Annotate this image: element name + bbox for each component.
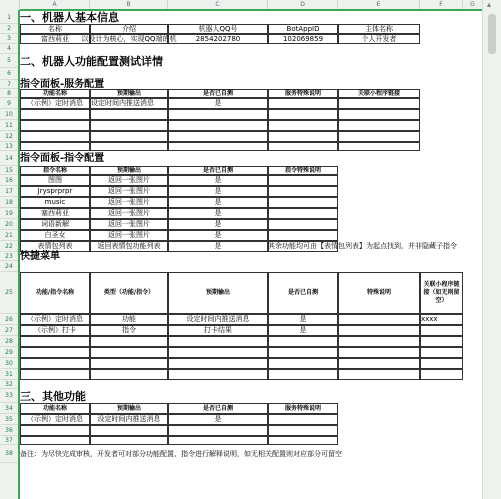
empty-cell[interactable] xyxy=(90,336,168,347)
empty-cell[interactable] xyxy=(268,131,338,142)
cell-text: （示例）定时消息 xyxy=(27,415,83,423)
cell-text: 三、其他功能 xyxy=(20,389,86,403)
shortcut-header[interactable] xyxy=(20,272,90,314)
command-panel-title[interactable] xyxy=(20,151,268,166)
basic-info-value[interactable] xyxy=(268,34,338,44)
empty-cell[interactable] xyxy=(268,336,338,347)
cell-text: 个人开发者 xyxy=(361,34,397,43)
command-cell[interactable] xyxy=(168,241,268,252)
cell-text: 指令面板-服务配置 xyxy=(20,78,105,90)
other-header[interactable] xyxy=(168,403,268,414)
cell-text: 是 xyxy=(214,231,222,239)
cell-text: 类型（功能/指令） xyxy=(103,289,155,297)
cell-text: 服务特殊说明 xyxy=(284,404,321,412)
section1-title[interactable] xyxy=(20,11,268,24)
cell-text: 返回一张图片 xyxy=(108,187,150,195)
cell-text: 设定时间内推送消息 xyxy=(91,99,154,107)
shortcut-cell[interactable] xyxy=(90,325,168,336)
command-cell[interactable] xyxy=(168,186,268,197)
empty-cell[interactable] xyxy=(90,131,168,142)
basic-info-value[interactable] xyxy=(338,34,420,44)
empty-cell[interactable] xyxy=(338,358,420,369)
row-header-32[interactable]: 32 xyxy=(0,380,18,389)
cell-text: 富西莉亚 xyxy=(41,34,69,43)
command-note[interactable] xyxy=(268,241,463,252)
empty-cell[interactable] xyxy=(268,347,338,358)
service-header[interactable] xyxy=(168,89,268,98)
row-header-33[interactable]: 33 xyxy=(0,389,18,403)
cell-text: 二、机器人功能配置测试详情 xyxy=(20,54,163,68)
row-header-25[interactable]: 25 xyxy=(0,272,18,314)
empty-cell[interactable] xyxy=(90,425,168,436)
command-cell[interactable] xyxy=(90,197,168,208)
empty-cell[interactable] xyxy=(168,120,268,131)
row-header-2[interactable]: 2 xyxy=(0,24,18,34)
row-header-10[interactable]: 10 xyxy=(0,109,18,120)
command-cell[interactable] xyxy=(168,197,268,208)
row-header-1[interactable]: 1 xyxy=(0,11,18,24)
basic-info-header[interactable] xyxy=(268,24,338,34)
service-cell[interactable] xyxy=(268,98,338,109)
command-cell[interactable] xyxy=(268,219,338,230)
other-cell[interactable] xyxy=(168,414,268,425)
command-cell[interactable] xyxy=(20,219,90,230)
empty-cell[interactable] xyxy=(420,369,463,380)
column-header-B[interactable]: B xyxy=(90,0,168,10)
row-header-8[interactable]: 8 xyxy=(0,89,18,98)
cell-text: 是 xyxy=(214,415,222,423)
other-cell[interactable] xyxy=(90,414,168,425)
empty-cell[interactable] xyxy=(338,347,420,358)
empty-cell[interactable] xyxy=(338,109,420,120)
shortcut-header[interactable] xyxy=(268,272,338,314)
empty-cell[interactable] xyxy=(338,369,420,380)
empty-cell[interactable] xyxy=(268,120,338,131)
cell-text: 返回一张图片 xyxy=(108,198,150,206)
empty-cell[interactable] xyxy=(268,436,338,445)
row-header-35[interactable]: 35 xyxy=(0,414,18,425)
command-cell[interactable] xyxy=(268,175,338,186)
cell-text: 指令面板-指令配置 xyxy=(20,152,105,164)
empty-cell[interactable] xyxy=(268,369,338,380)
empty-cell[interactable] xyxy=(20,120,90,131)
cell-text: 备注：为尽快完成审核，开发者可对部分功能配置、指令进行解释说明，如无相关配置则对应部分可留空 xyxy=(20,449,342,458)
cell-text: Jrysprprpr xyxy=(37,187,73,195)
command-cell[interactable] xyxy=(268,208,338,219)
cell-text: 是 xyxy=(214,187,222,195)
shortcut-header[interactable] xyxy=(338,272,420,314)
cell-text: 指令 xyxy=(122,326,136,334)
cell-text: 返回表情包功能列表 xyxy=(97,242,161,250)
row-header-24[interactable]: 24 xyxy=(0,261,18,272)
basic-info-value[interactable] xyxy=(20,34,90,44)
cell-text: 是 xyxy=(299,315,307,323)
cell-text: BotAppID xyxy=(286,24,320,33)
cell-text: music xyxy=(44,198,66,206)
row-header-15[interactable]: 15 xyxy=(0,166,18,175)
row-header-13[interactable]: 13 xyxy=(0,142,18,151)
cell-grid[interactable] xyxy=(20,11,483,499)
column-header-G[interactable]: G xyxy=(463,0,483,10)
cell-text: 图图 xyxy=(48,176,62,184)
empty-cell[interactable] xyxy=(338,142,420,151)
basic-info-header[interactable] xyxy=(168,24,268,34)
cell-text: 返回一张图片 xyxy=(108,176,150,184)
command-header[interactable] xyxy=(168,166,268,175)
cell-text: 设定时间内推送消息 xyxy=(97,415,161,423)
cell-text: 设定时间内推送消息 xyxy=(186,315,250,323)
command-cell[interactable] xyxy=(90,175,168,186)
other-header[interactable] xyxy=(20,403,90,414)
empty-cell[interactable] xyxy=(338,120,420,131)
cell-text: 白圣女 xyxy=(44,231,66,239)
service-header[interactable] xyxy=(338,89,420,98)
vertical-scrollbar[interactable] xyxy=(482,0,501,499)
row-header-20[interactable]: 20 xyxy=(0,219,18,230)
other-cell[interactable] xyxy=(20,414,90,425)
column-header-E[interactable]: E xyxy=(338,0,420,10)
other-cell[interactable] xyxy=(268,414,338,425)
cell-text: 功能/指令名称 xyxy=(35,289,75,297)
shortcut-cell[interactable] xyxy=(268,314,338,325)
row-header-29[interactable]: 29 xyxy=(0,347,18,358)
service-cell[interactable] xyxy=(90,98,168,109)
empty-cell[interactable] xyxy=(268,142,338,151)
empty-cell[interactable] xyxy=(90,109,168,120)
cell-text: 功能名称 xyxy=(42,89,67,97)
cell-text: 打卡结果 xyxy=(204,326,232,334)
cell-text: 功能 xyxy=(122,315,136,323)
empty-cell[interactable] xyxy=(20,358,90,369)
command-cell[interactable] xyxy=(90,208,168,219)
other-header[interactable] xyxy=(90,403,168,414)
cell-text: 是 xyxy=(214,99,222,107)
row-header-19[interactable]: 19 xyxy=(0,208,18,219)
column-header-F[interactable]: F xyxy=(420,0,463,10)
row-header-31[interactable]: 31 xyxy=(0,369,18,380)
shortcut-cell[interactable] xyxy=(420,325,463,336)
row-header-23[interactable]: 23 xyxy=(0,252,18,261)
empty-cell[interactable] xyxy=(420,347,463,358)
empty-cell[interactable] xyxy=(168,436,268,445)
cell-text: 指令特殊说明 xyxy=(284,166,321,174)
command-cell[interactable] xyxy=(20,208,90,219)
empty-cell[interactable] xyxy=(20,425,90,436)
empty-cell[interactable] xyxy=(90,120,168,131)
empty-cell[interactable] xyxy=(20,436,90,445)
empty-cell[interactable] xyxy=(268,109,338,120)
empty-cell[interactable] xyxy=(90,369,168,380)
command-cell[interactable] xyxy=(20,197,90,208)
cell-text: 预期输出 xyxy=(116,166,141,174)
shortcut-header[interactable] xyxy=(168,272,268,314)
cell-text: xxxx xyxy=(421,315,438,323)
row-header-4[interactable]: 4 xyxy=(0,44,18,54)
command-cell[interactable] xyxy=(168,230,268,241)
row-header-37[interactable]: 37 xyxy=(0,436,18,445)
empty-cell[interactable] xyxy=(338,131,420,142)
empty-cell[interactable] xyxy=(168,425,268,436)
empty-cell[interactable] xyxy=(420,336,463,347)
empty-cell[interactable] xyxy=(20,142,90,151)
scrollbar-thumb[interactable] xyxy=(488,14,496,54)
row-header-16[interactable]: 16 xyxy=(0,175,18,186)
shortcut-cell[interactable] xyxy=(338,314,420,325)
service-cell[interactable] xyxy=(20,98,90,109)
command-header[interactable] xyxy=(90,166,168,175)
cell-text: 是否已自测 xyxy=(202,89,233,97)
cell-text: 2854202780 xyxy=(195,34,241,43)
service-header[interactable] xyxy=(268,89,338,98)
cell-text: 主体名称 xyxy=(365,24,393,33)
cell-text: 功能名称 xyxy=(42,404,67,412)
empty-cell[interactable] xyxy=(20,369,90,380)
empty-cell[interactable] xyxy=(420,358,463,369)
empty-cell[interactable] xyxy=(90,358,168,369)
cell-text: 指令名称 xyxy=(42,166,67,174)
cell-text: 词语新解 xyxy=(41,220,69,228)
cell-text: 是 xyxy=(299,326,307,334)
empty-cell[interactable] xyxy=(90,347,168,358)
row-header-34[interactable]: 34 xyxy=(0,403,18,414)
command-cell[interactable] xyxy=(20,230,90,241)
row-header-12[interactable]: 12 xyxy=(0,131,18,142)
row-header-36[interactable]: 36 xyxy=(0,425,18,436)
command-cell[interactable] xyxy=(168,219,268,230)
empty-cell[interactable] xyxy=(268,425,338,436)
empty-cell[interactable] xyxy=(20,336,90,347)
row-header-22[interactable]: 22 xyxy=(0,241,18,252)
shortcut-header[interactable] xyxy=(90,272,168,314)
cell-text: 一、机器人基本信息 xyxy=(20,11,119,24)
cell-text: 特殊说明 xyxy=(366,289,391,297)
empty-cell[interactable] xyxy=(20,347,90,358)
cell-text: 表情包列表 xyxy=(37,242,73,250)
empty-cell[interactable] xyxy=(20,131,90,142)
empty-cell[interactable] xyxy=(90,436,168,445)
cell-text: （示例）打卡 xyxy=(34,326,76,334)
command-cell[interactable] xyxy=(268,197,338,208)
row-header-26[interactable]: 26 xyxy=(0,314,18,325)
command-header[interactable] xyxy=(20,166,90,175)
select-all-corner[interactable] xyxy=(0,0,20,10)
cell-text: 是 xyxy=(214,242,222,250)
cell-text: 塞西莉亚 xyxy=(41,209,69,217)
cell-text: 服务特殊说明 xyxy=(284,89,321,97)
shortcut-header[interactable] xyxy=(420,272,463,314)
command-cell[interactable] xyxy=(20,186,90,197)
shortcut-menu-title[interactable] xyxy=(20,252,268,261)
basic-info-header[interactable] xyxy=(90,24,168,34)
shortcut-cell[interactable] xyxy=(420,314,463,325)
row-header-30[interactable]: 30 xyxy=(0,358,18,369)
column-header-D[interactable]: D xyxy=(268,0,338,10)
cell-text: 关联小程序链接 xyxy=(357,89,400,97)
shortcut-cell[interactable] xyxy=(20,314,90,325)
column-header-C[interactable]: C xyxy=(168,0,268,10)
cell-text: 是 xyxy=(214,209,222,217)
command-cell[interactable] xyxy=(268,186,338,197)
cell-text: 102069859 xyxy=(282,34,324,43)
shortcut-cell[interactable] xyxy=(268,325,338,336)
cell-text: 以设计为核心，实现QQ端的机 xyxy=(81,34,177,43)
empty-cell[interactable] xyxy=(338,336,420,347)
cell-text: 是 xyxy=(214,198,222,206)
cell-text: 是 xyxy=(214,176,222,184)
command-cell[interactable] xyxy=(268,230,338,241)
cell-text: 返回一张图片 xyxy=(108,231,150,239)
empty-cell[interactable] xyxy=(168,142,268,151)
cell-text: 关联小程序链接（如无则留空） xyxy=(423,281,460,304)
command-header[interactable] xyxy=(268,166,338,175)
service-header[interactable] xyxy=(90,89,168,98)
cell-text: 是 xyxy=(214,220,222,228)
row-header-28[interactable]: 28 xyxy=(0,336,18,347)
shortcut-cell[interactable] xyxy=(168,325,268,336)
row-header-11[interactable]: 11 xyxy=(0,120,18,131)
scroll-up-icon[interactable]: ▴ xyxy=(487,0,492,9)
service-cell[interactable] xyxy=(338,98,420,109)
command-cell[interactable] xyxy=(90,241,168,252)
cell-text: （示例）定时消息 xyxy=(27,99,83,107)
basic-info-value[interactable] xyxy=(81,34,177,44)
command-cell[interactable] xyxy=(90,230,168,241)
service-header[interactable] xyxy=(20,89,90,98)
empty-cell[interactable] xyxy=(90,142,168,151)
command-cell[interactable] xyxy=(168,208,268,219)
shortcut-cell[interactable] xyxy=(338,325,420,336)
row-header-17[interactable]: 17 xyxy=(0,186,18,197)
other-header[interactable] xyxy=(268,403,338,414)
empty-cell[interactable] xyxy=(268,358,338,369)
basic-info-header[interactable] xyxy=(338,24,420,34)
empty-cell[interactable] xyxy=(168,336,268,347)
empty-cell[interactable] xyxy=(168,358,268,369)
cell-text: 快捷菜单 xyxy=(20,250,60,262)
cell-text: 预期输出 xyxy=(205,289,230,297)
row-header-9[interactable]: 9 xyxy=(0,98,18,109)
row-header-27[interactable]: 27 xyxy=(0,325,18,336)
column-header-A[interactable]: A xyxy=(20,0,90,10)
row-header-18[interactable]: 18 xyxy=(0,197,18,208)
empty-cell[interactable] xyxy=(168,131,268,142)
row-header-7[interactable]: 7 xyxy=(0,80,18,89)
row-header-5[interactable]: 5 xyxy=(0,54,18,68)
cell-text: 返回一张图片 xyxy=(108,220,150,228)
section3-title[interactable] xyxy=(20,389,268,403)
cell-text: （示例）定时消息 xyxy=(27,315,83,323)
cell-text: 名称 xyxy=(48,24,62,33)
row-header-3[interactable]: 3 xyxy=(0,34,18,44)
empty-cell[interactable] xyxy=(20,109,90,120)
empty-cell[interactable] xyxy=(168,347,268,358)
cell-text: 预期输出 xyxy=(116,404,141,412)
cell-text: 其余功能均可由【表情包列表】为起点找到，并非隐藏子指令 xyxy=(268,242,457,250)
row-header-38[interactable]: 38 xyxy=(0,445,18,463)
cell-text: 介绍 xyxy=(122,24,136,33)
cell-text: 是否已自测 xyxy=(202,404,233,412)
shortcut-cell[interactable] xyxy=(20,325,90,336)
cell-text: 是否已自测 xyxy=(202,166,233,174)
command-cell[interactable] xyxy=(20,175,90,186)
service-cell[interactable] xyxy=(168,98,268,109)
command-cell[interactable] xyxy=(168,175,268,186)
service-panel-title[interactable] xyxy=(20,80,268,89)
shortcut-cell[interactable] xyxy=(168,314,268,325)
command-cell[interactable] xyxy=(90,219,168,230)
cell-text: 预期输出 xyxy=(116,89,141,97)
basic-info-header[interactable] xyxy=(20,24,90,34)
empty-cell[interactable] xyxy=(168,369,268,380)
shortcut-cell[interactable] xyxy=(90,314,168,325)
command-cell[interactable] xyxy=(90,186,168,197)
cell-text: 是否已自测 xyxy=(287,289,318,297)
cell-text: 返回一张图片 xyxy=(108,209,150,217)
cell-text: 机器人QQ号 xyxy=(198,24,238,33)
footnote[interactable] xyxy=(20,445,463,463)
row-header-21[interactable]: 21 xyxy=(0,230,18,241)
row-header-14[interactable]: 14 xyxy=(0,151,18,166)
row-header-6[interactable]: 6 xyxy=(0,68,18,80)
section2-title[interactable] xyxy=(20,54,268,68)
empty-cell[interactable] xyxy=(168,109,268,120)
basic-info-value[interactable] xyxy=(168,34,268,44)
